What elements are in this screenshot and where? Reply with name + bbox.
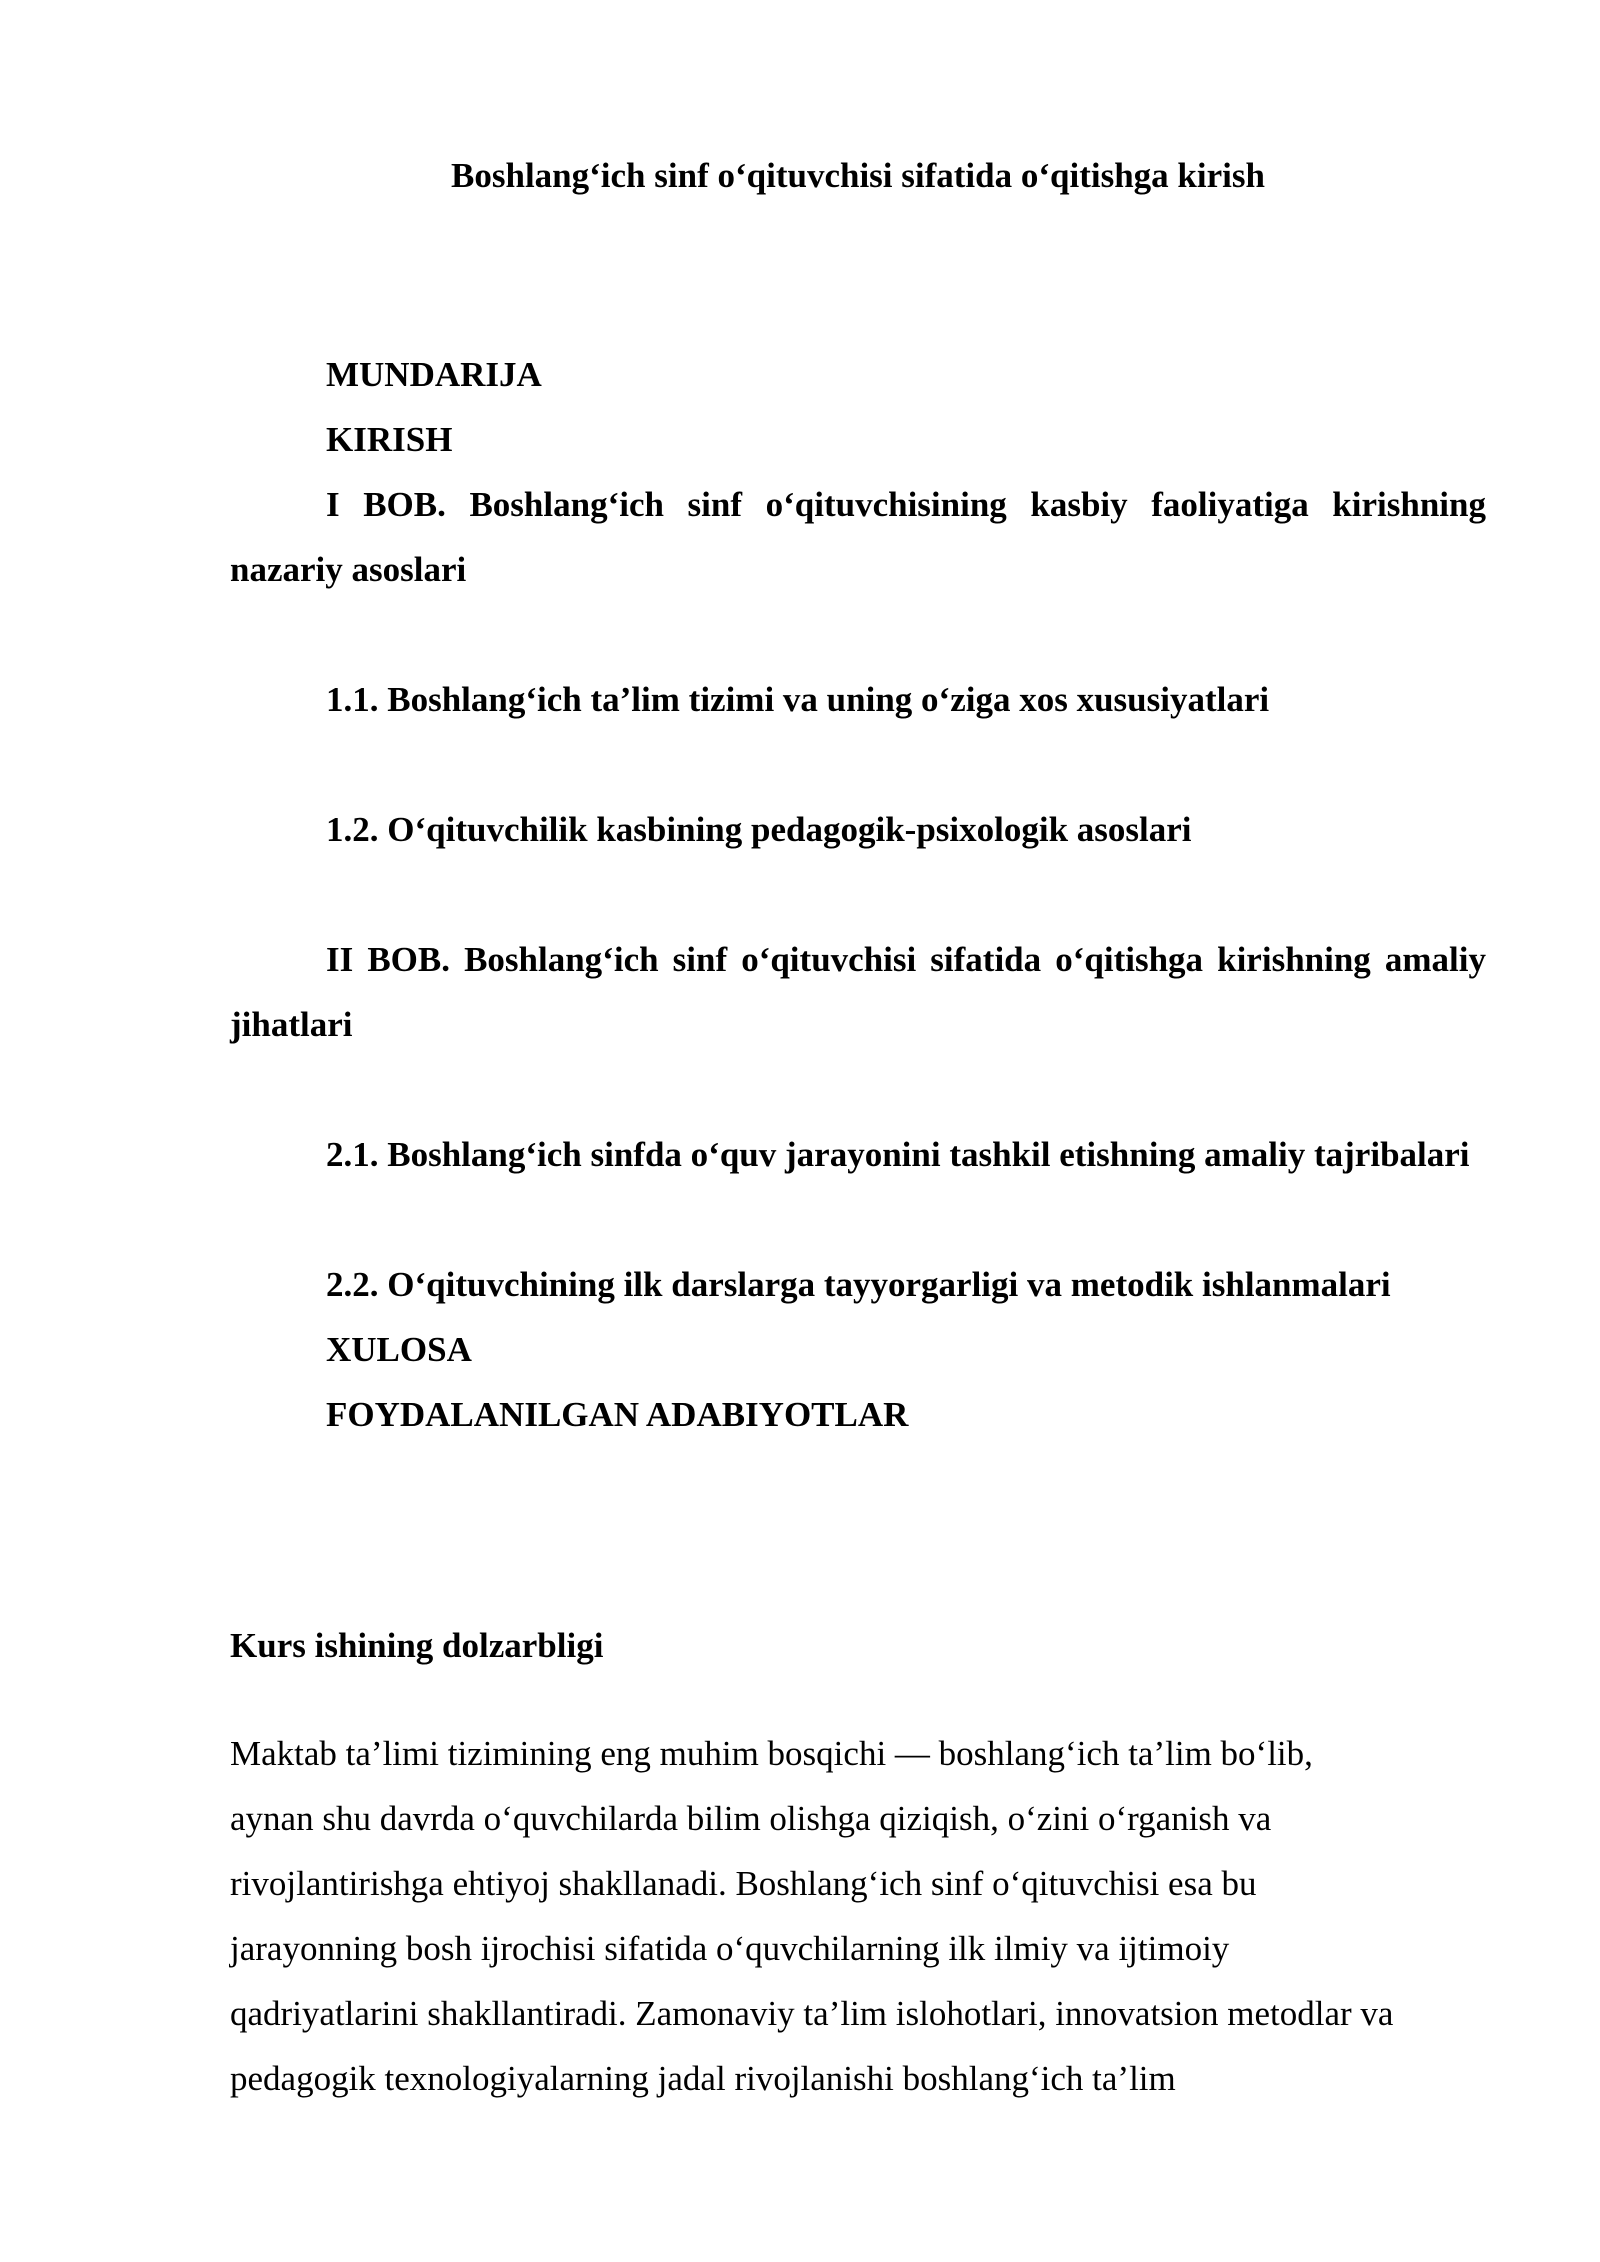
toc-item-section-2-1: 2.1. Boshlang‘ich sinfda o‘quv jarayonini tashkil etishning amaliy tajribalari	[326, 1135, 1470, 1174]
body-line: Maktab ta’limi tizimining eng muhim bosqichi — boshlang‘ich ta’lim bo‘lib,	[230, 1734, 1313, 1773]
document-page	[230, 0, 1486, 2262]
body-paragraph	[230, 1721, 1486, 2111]
toc-item-kirish: KIRISH	[326, 420, 453, 459]
toc-item-section-1-1: 1.1. Boshlang‘ich ta’lim tizimi va uning o‘ziga xos xususiyatlari	[326, 680, 1270, 719]
toc-item-chapter-1: I BOB. Boshlang‘ich sinf o‘qituvchisining kasbiy faoliyatiga kirishning nazariy asoslari	[230, 485, 1486, 589]
toc-item-chapter-2: II BOB. Boshlang‘ich sinf o‘qituvchisi sifatida o‘qitishga kirishning amaliy jihatlari	[230, 940, 1486, 1044]
table-of-contents	[230, 342, 1486, 1447]
toc-heading-mundarija: MUNDARIJA	[326, 355, 542, 394]
section-heading: Kurs ishining dolzarbligi	[230, 1626, 604, 1665]
toc-item-section-1-2: 1.2. O‘qituvchilik kasbining pedagogik-psixologik asoslari	[326, 810, 1192, 849]
body-line: aynan shu davrda o‘quvchilarda bilim olishga qiziqish, o‘zini o‘rganish va	[230, 1799, 1272, 1838]
body-line: rivojlantirishga ehtiyoj shakllanadi. Boshlang‘ich sinf o‘qituvchisi esa bu	[230, 1864, 1257, 1903]
document-title: Boshlang‘ich sinf o‘qituvchisi sifatida o‘qitishga kirish	[451, 156, 1265, 195]
body-line: jarayonning bosh ijrochisi sifatida o‘quvchilarning ilk ilmiy va ijtimoiy	[230, 1929, 1230, 1968]
toc-item-adabiyotlar: FOYDALANILGAN ADABIYOTLAR	[326, 1395, 909, 1434]
toc-item-xulosa: XULOSA	[326, 1330, 472, 1369]
body-line: pedagogik texnologiyalarning jadal rivojlanishi boshlang‘ich ta’lim	[230, 2059, 1176, 2098]
body-line: qadriyatlarini shakllantiradi. Zamonaviy ta’lim islohotlari, innovatsion metodlar va	[230, 1994, 1394, 2033]
toc-item-section-2-2: 2.2. O‘qituvchining ilk darslarga tayyorgarligi va metodik ishlanmalari	[326, 1265, 1391, 1304]
